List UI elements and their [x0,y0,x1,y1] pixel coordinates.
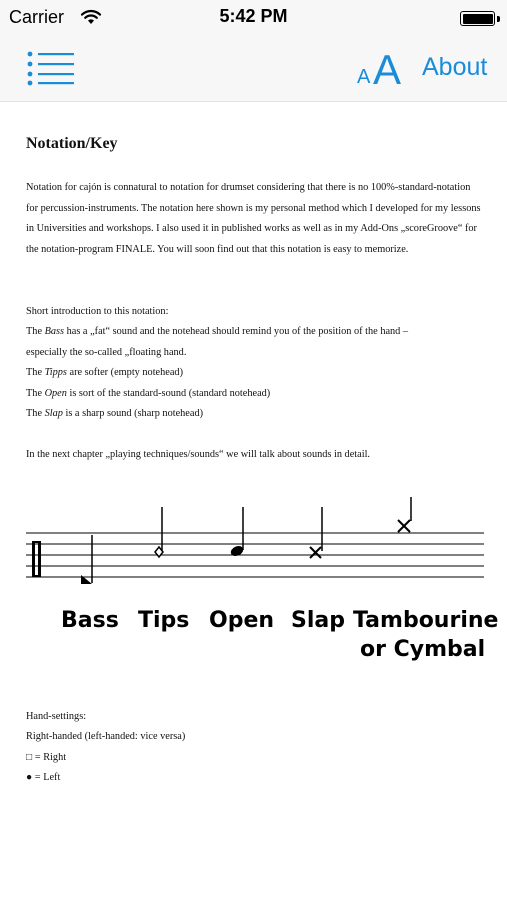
open-note-icon [229,507,245,558]
bass-description-2: especially the so-called „floating hand. [26,347,187,358]
slap-post: is a sharp sound (sharp notehead) [62,408,204,419]
label-bass: Bass [61,608,119,633]
status-bar [0,0,507,36]
notation-staff [26,495,486,595]
carrier-label: Carrier [9,7,65,27]
tipps-description [26,363,183,384]
label-slap: Slap [291,608,345,633]
battery-tip [497,16,500,22]
right-hand-legend [26,748,66,769]
slap-pre: The [26,408,45,419]
next-chapter-note: In the next chapter „playing techniques/sounds“ we will talk about sounds in detail. [26,449,371,460]
page-title: Notation/Key [26,135,118,152]
percussion-clef-icon [32,541,41,577]
battery-fill [463,14,493,24]
tipps-pre: The [26,367,45,378]
list-icon [26,50,76,86]
label-tips: Tips [138,608,190,633]
bass-description [26,322,408,343]
label-cymbal: or Cymbal [360,637,486,662]
label-tambourine: Tambourine [353,608,499,633]
open-word: Open [44,388,67,399]
battery-icon [460,11,495,26]
open-post: is sort of the standard-sound (standard notehead) [66,388,271,399]
nav-bar [0,36,507,102]
hand-settings-heading: Hand-settings: [26,711,87,722]
left-hand-legend [26,768,60,789]
tips-note-icon [155,507,163,557]
right-hand-label: = Right [32,752,67,763]
open-description [26,384,270,405]
slap-description [26,404,203,425]
tambourine-note-icon [398,497,411,532]
font-large-icon: A [373,46,402,93]
tipps-post: are softer (empty notehead) [66,367,183,378]
right-hand-symbol: □ [26,752,33,763]
menu-button[interactable] [26,50,76,86]
short-intro-heading: Short introduction to this notation: [26,306,169,317]
bass-word: Bass [44,326,65,337]
right-handed-note: Right-handed (left-handed: vice versa) [26,731,186,742]
about-button[interactable]: About [422,53,488,81]
clock: 5:42 PM [219,6,288,26]
tipps-word: Tipps [44,367,67,378]
left-hand-symbol: ● [26,772,33,783]
slap-word: Slap [44,408,63,419]
bass-pre: The [26,326,45,337]
open-pre: The [26,388,45,399]
left-hand-label: = Left [32,772,61,783]
font-size-button[interactable] [355,46,410,93]
bass-post: has a „fat“ sound and the notehead should remind you of the position of the hand – [64,326,409,337]
label-open: Open [209,608,275,633]
intro-paragraph: Notation for cajón is connatural to notation for drumset considering that there is no 100%-standard-notation for percussion-instruments. The notation here shown is my personal method which I developed for my lessons in Universities and workshops. I also used it in published works as well as in my Add-Ons „scoreGroove“ for the notation-program FINALE. You will soon find out that this notation is easy to memorize. [26,182,481,255]
font-small-icon: A [357,66,371,88]
